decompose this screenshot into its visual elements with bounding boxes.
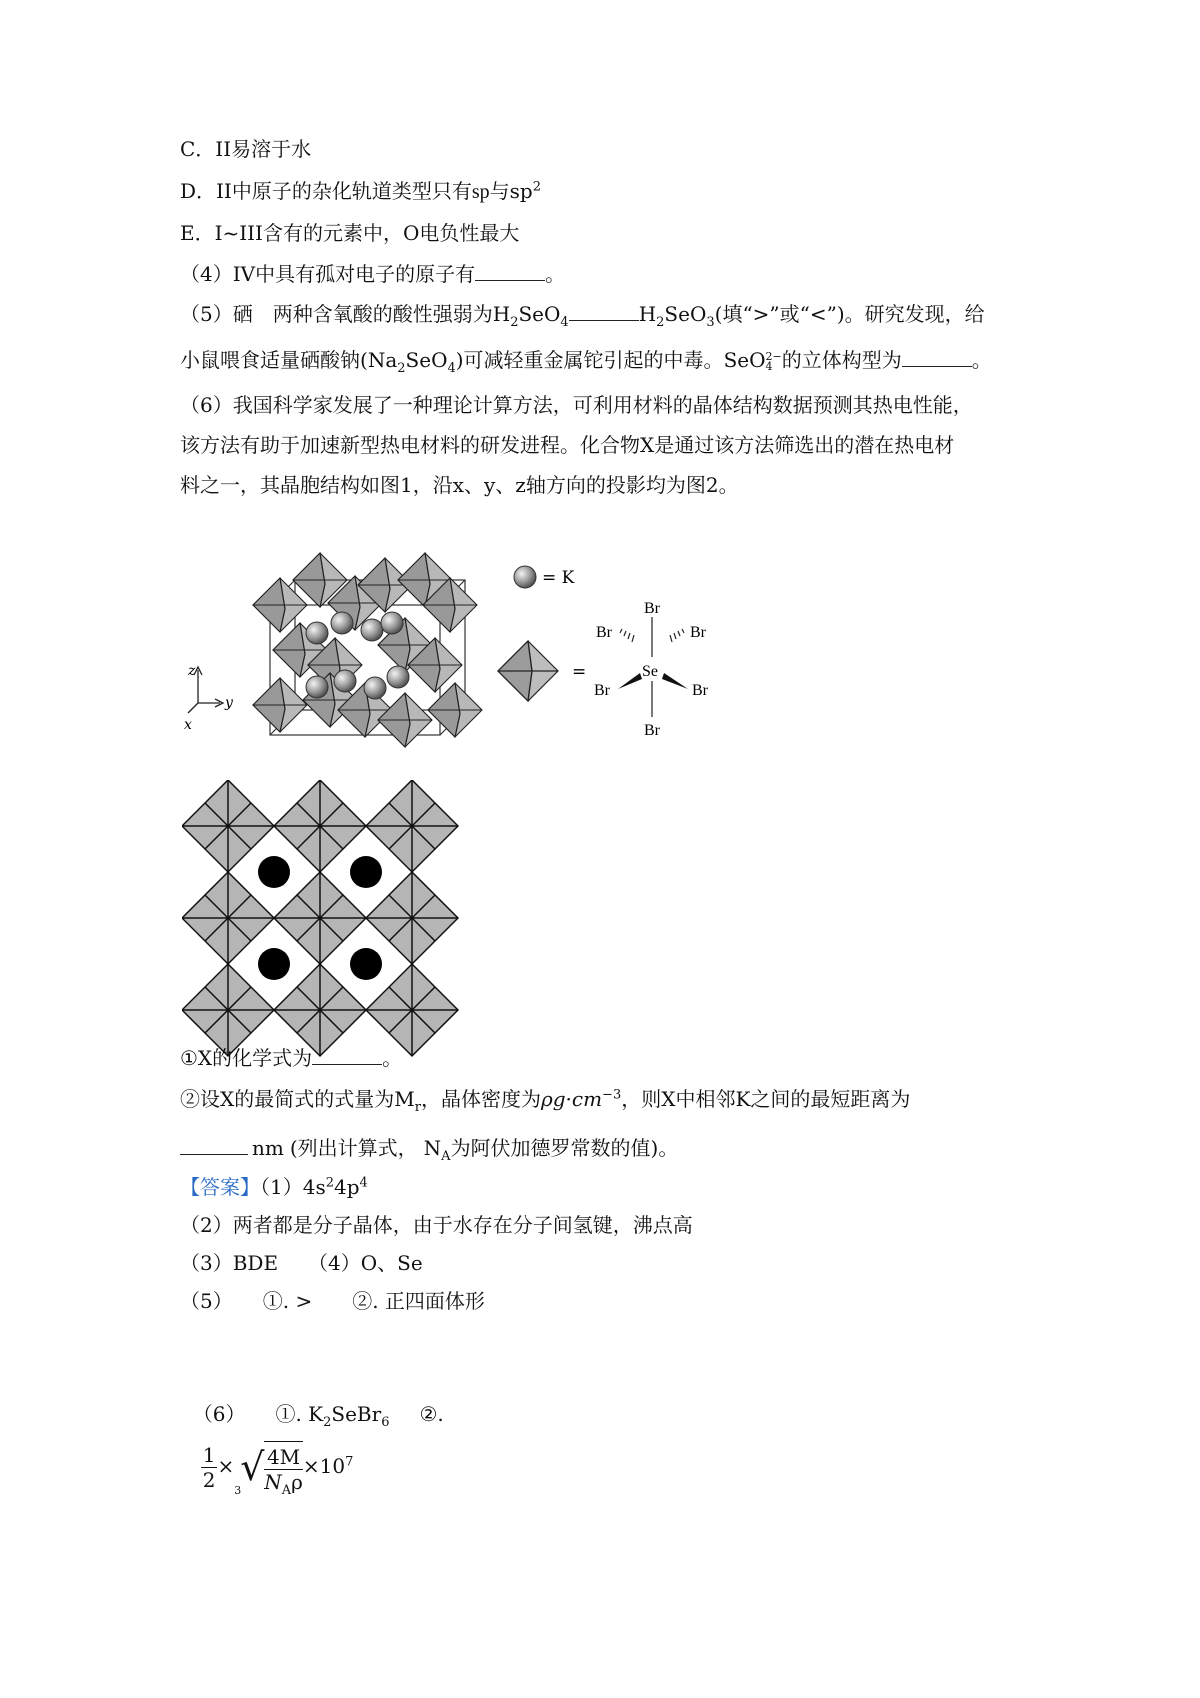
k-atom	[387, 666, 409, 688]
question-6-line3: 料之一，其晶胞结构如图1，沿x、y、z轴方向的投影均为图2。	[180, 473, 739, 497]
k-atom	[306, 622, 328, 644]
k-atom	[381, 612, 403, 634]
k-atom	[306, 676, 328, 698]
question-4: （4）IV中具有孤对电子的原子有 。	[180, 262, 566, 286]
question-6-line1: （6）我国科学家发展了一种理论计算方法，可利用材料的晶体结构数据预测其热电性能，	[180, 393, 973, 417]
svg-text:Br: Br	[596, 624, 612, 641]
projected-octahedron	[182, 964, 274, 1056]
question-5-line1: （5）硒 两种含氧酸的酸性强弱为$H_2SeO_4$ $H_2SeO_3$(填“>”或“<”)。研究发现，给	[180, 302, 985, 330]
svg-text:Br: Br	[692, 682, 708, 699]
k-legend-icon	[514, 566, 536, 588]
sub-question-2-line2: nm (列出计算式， $N_A$为阿伏加德罗常数的值)。	[180, 1134, 678, 1161]
sebr6-structure	[594, 600, 709, 739]
answer-blank[interactable]	[312, 1044, 382, 1065]
sub-question-1: ①X的化学式为 。	[180, 1046, 403, 1070]
projected-octahedron	[366, 964, 458, 1056]
projected-octahedron	[274, 780, 366, 872]
projected-octahedron	[366, 872, 458, 964]
answer-1: 【答案】$(1)4s^24p^4$	[180, 1175, 368, 1199]
k-atom	[361, 619, 383, 641]
svg-text:Br: Br	[594, 682, 610, 699]
answer-blank[interactable]	[569, 300, 639, 321]
svg-text:Br: Br	[644, 722, 660, 739]
cube-root: 3 √ $\frac{4M}{N_A\rho}$	[234, 1441, 303, 1494]
octahedra	[253, 553, 482, 747]
answer-blank[interactable]	[475, 260, 545, 281]
octahedron	[253, 678, 307, 732]
figure-1-unit-cell	[180, 545, 800, 775]
svg-text:Se: Se	[642, 663, 658, 680]
option-d: D．II中原子的杂化轨道类型只有sp与$sp^2$	[180, 179, 541, 203]
answer-2: （2）两者都是分子晶体，由于水存在分子间氢键，沸点高	[180, 1213, 693, 1237]
k-atom	[331, 612, 353, 634]
projected-octahedron	[366, 780, 458, 872]
projected-octahedron	[274, 872, 366, 964]
projected-octahedron	[182, 780, 274, 872]
projected-k-atom	[258, 856, 290, 888]
octahedron-legend-icon	[498, 641, 558, 701]
option-c: C．II易溶于水	[180, 137, 312, 161]
svg-text:Br: Br	[644, 600, 660, 617]
projected-octahedron	[182, 872, 274, 964]
answer-3-4: （3）BDE （4）O、Se	[180, 1251, 423, 1275]
svg-text:Br: Br	[690, 624, 706, 641]
figure-2-projection	[182, 780, 466, 1064]
k-atom	[334, 670, 356, 692]
question-6-line2: 该方法有助于加速新型热电材料的研发进程。化合物X是通过该方法筛选出的潜在热电材	[180, 433, 955, 457]
projected-k-atom	[350, 856, 382, 888]
answer-6: （6） ①. $K_2SeBr_6$ ②. $\frac{1}{2}$ × 3 √ $\frac{4M}{N_A\rho}$ $\times 10^7$	[192, 1402, 444, 1498]
k-atom	[364, 677, 386, 699]
answer-tag: 【答案】	[180, 1175, 260, 1199]
axis-y-label: y	[225, 695, 233, 711]
fraction-half: $\frac{1}{2}$	[202, 1443, 216, 1492]
answer-5: （5） ①. > ②. 正四面体形	[180, 1289, 485, 1313]
question-5-line2: 小鼠喂食适量硒酸钠$(Na_2SeO_4)$可减轻重金属铊引起的中毒。SeO 2− 4 的立体构型为 。	[180, 348, 992, 376]
projected-k-atom	[350, 948, 382, 980]
projected-k-atom	[258, 948, 290, 980]
axis-x-label: x	[184, 717, 192, 733]
legend-k-label: = K	[542, 568, 575, 588]
option-e: E．I~III含有的元素中，O电负性最大	[180, 221, 520, 245]
answer-blank[interactable]	[902, 346, 972, 367]
sub-question-2-line1: ②设X的最简式的式量为$M_r$，晶体密度为$\rho g\cdot cm^{-3}$，则X中相邻K之间的最短距离为	[180, 1087, 911, 1115]
answer-blank[interactable]	[180, 1134, 248, 1155]
legend-eq: =	[572, 662, 587, 682]
axis-z-label: z	[188, 663, 196, 679]
projected-octahedron	[274, 964, 366, 1056]
octahedron	[378, 693, 432, 747]
